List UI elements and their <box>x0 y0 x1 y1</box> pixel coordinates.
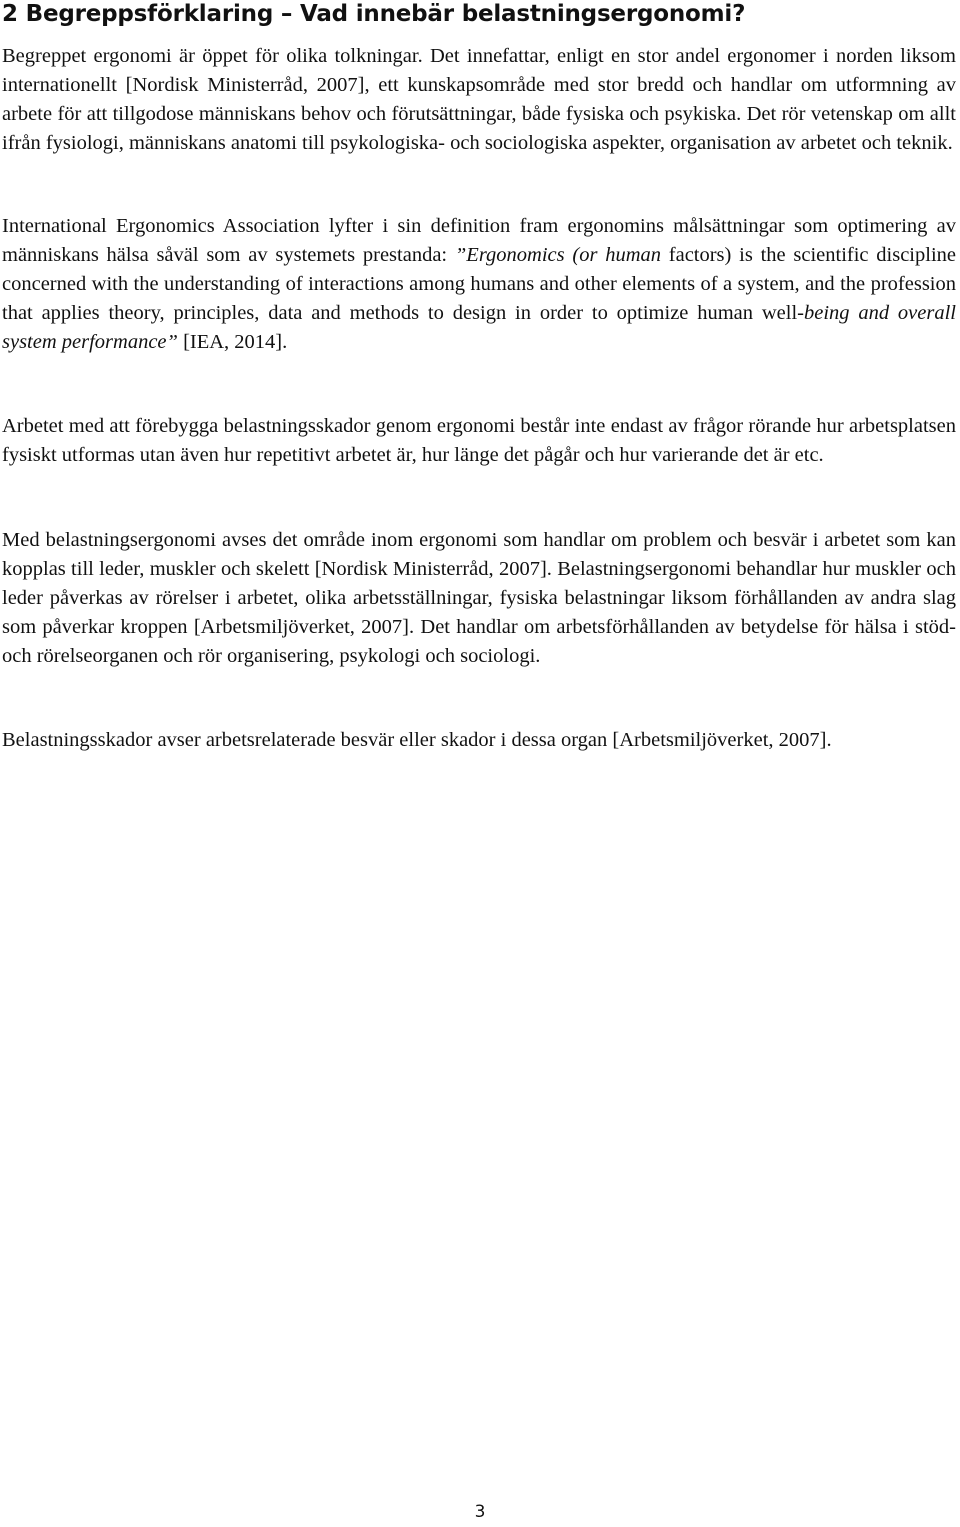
paragraph-iea-definition <box>2 212 956 357</box>
paragraph-load-injuries: Belastningsskador avser arbetsrelaterade besvär eller skador i dessa organ [Arbetsmiljöverket, 2007]. <box>2 729 832 751</box>
paragraph-ergonomics-definition: Begreppet ergonomi är öppet för olika tolkningar. Det innefattar, enligt en stor andel ergonomer i norden liksom internationellt [Nordisk Ministerråd, 2007], ett kunskapsområde med stor bredd och handlar om utformning av arbete för att tillgodose människans behov och förutsättningar, både fysiska och psykiska. Det rör vetenskap om allt ifrån fysiologi, människans anatomi till psykologiska- och sociologiska aspekter, organisation av arbetet och teknik. <box>2 45 956 154</box>
section-heading: 2 Begreppsförklaring – Vad innebär belastningsergonomi? <box>2 1 746 27</box>
iea-quote-start: ”Ergonomics (or human <box>454 244 661 266</box>
paragraph-load-ergonomics: Med belastningsergonomi avses det område inom ergonomi som handlar om problem och besvär i arbetet som kan kopplas till leder, muskler och skelett [Nordisk Ministerråd, 2007]. Belastningsergonomi behandlar hur muskler och leder påverkas av rörelser i arbetet, olika arbetsställningar, fysiska belastningar liksom förhållanden av andra slag som påverkar kroppen [Arbetsmiljöverket, 2007]. Det handlar om arbetsförhållanden av betydelse för hälsa i stöd- och rörelseorganen och rör organisering, psykologi och sociologi. <box>2 529 956 667</box>
iea-citation: [IEA, 2014]. <box>177 331 288 353</box>
page-number: 3 <box>474 1502 486 1522</box>
iea-quote-body: factors) is the scientific discipline concerned with the understanding of interactions among humans and other elements of a system, and the profession that applies theory, principles, data and methods to design in order to optimize human well- <box>2 244 956 324</box>
paragraph-prevention: Arbetet med att förebygga belastningsskador genom ergonomi består inte endast av frågor rörande hur arbetsplatsen fysiskt utformas utan även hur repetitivt arbetet är, hur länge det pågår och hur varierande det är etc. <box>2 415 956 466</box>
iea-lead-text: International Ergonomics Association lyfter i sin definition fram ergonomins målsättningar som optimering av människans hälsa såväl som av systemets prestanda: <box>2 215 956 266</box>
iea-quote-end: being and overall system performance” <box>2 302 956 353</box>
